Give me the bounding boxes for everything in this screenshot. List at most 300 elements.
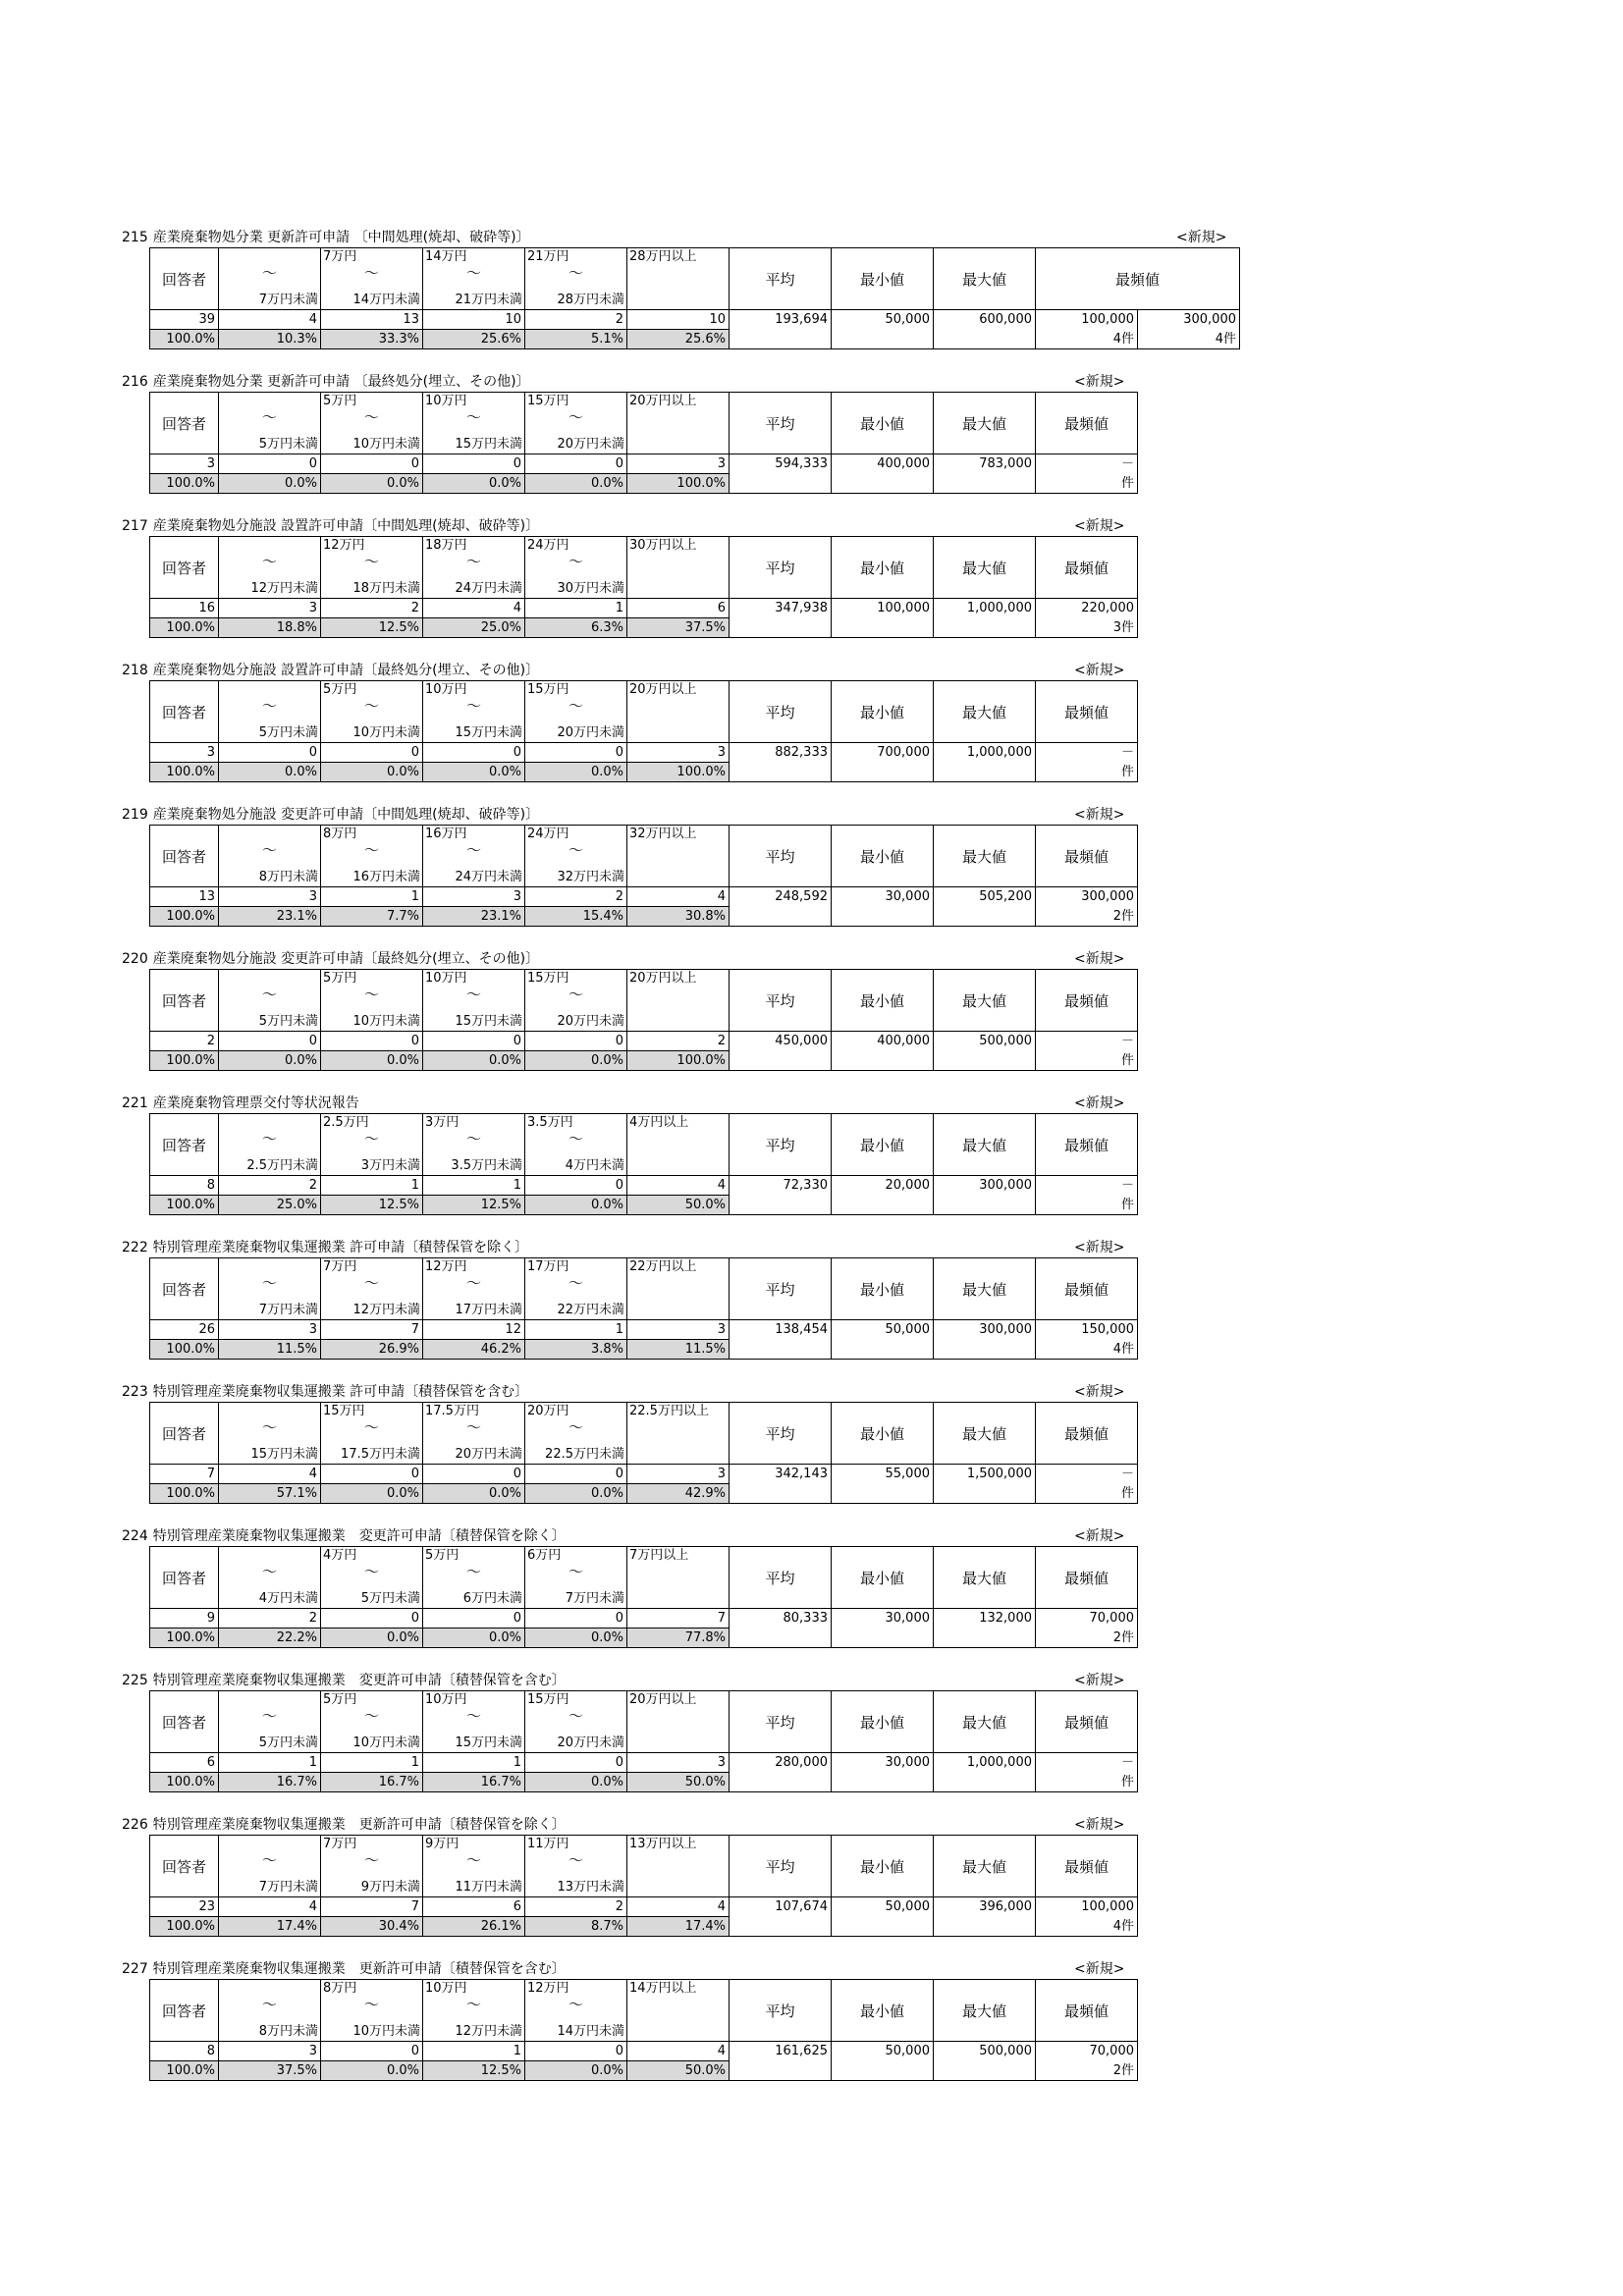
bin-header [321, 1691, 423, 1753]
bin-lower-label: 4万円以上 [629, 1115, 689, 1130]
range-tilde: ～ [261, 697, 277, 715]
bin-upper-label: 14万円未満 [557, 2024, 624, 2039]
total-percent: 100.0% [150, 1484, 219, 1504]
section-title [122, 1959, 1125, 1979]
section-221 [122, 1094, 1251, 1238]
bin-header [525, 970, 627, 1032]
bin-header [423, 1403, 525, 1465]
bin-percent: 18.8% [219, 618, 321, 638]
bin-upper-label: 10万円未満 [352, 725, 420, 740]
total-count: 6 [150, 1753, 219, 1773]
bin-count: 1 [321, 887, 423, 907]
section-title-text: 産業廃棄物処分業 更新許可申請 〔最終処分(埋立、その他)〕 [152, 374, 530, 390]
section-title [122, 516, 1125, 536]
bin-percent: 0.0% [321, 763, 423, 782]
bin-header [627, 1691, 730, 1753]
total-count: 8 [150, 2042, 219, 2061]
max-header: 最大値 [934, 1403, 1036, 1465]
bin-upper-label: 9万円未満 [360, 1880, 420, 1895]
bin-upper-label: 12万円未満 [250, 581, 318, 596]
bin-percent: 10.3% [219, 330, 321, 349]
bin-percent: 25.6% [627, 330, 730, 349]
bin-lower-label: 17万円 [527, 1259, 569, 1274]
bin-count: 0 [219, 454, 321, 474]
bin-lower-label: 10万円 [425, 394, 467, 408]
bin-lower-label: 14万円 [425, 249, 467, 264]
bin-upper-label: 7万円未満 [258, 293, 318, 307]
mode-count: 4件 [1138, 330, 1240, 349]
bin-header [219, 248, 321, 310]
range-tilde: ～ [261, 1274, 277, 1292]
bin-header [627, 1547, 730, 1609]
avg-value: 107,674 [730, 1897, 832, 1937]
bin-upper-label: 28万円未満 [557, 293, 624, 307]
bin-percent: 0.0% [321, 2061, 423, 2081]
respondents-header: 回答者 [150, 970, 219, 1032]
bin-header [321, 1980, 423, 2042]
mode-header: 最頻値 [1036, 970, 1138, 1032]
min-header: 最小値 [832, 1980, 934, 2042]
bin-count: 4 [627, 887, 730, 907]
mode-header: 最頻値 [1036, 1980, 1138, 2042]
bin-upper-label: 22万円未満 [557, 1303, 624, 1317]
stats-table [149, 247, 1240, 349]
bin-percent: 0.0% [321, 1629, 423, 1648]
min-header: 最小値 [832, 1258, 934, 1320]
bin-count: 6 [627, 599, 730, 618]
bin-upper-label: 15万円未満 [455, 1014, 522, 1029]
bin-header [627, 1114, 730, 1176]
bin-percent: 0.0% [525, 1773, 627, 1792]
bin-lower-label: 20万円以上 [629, 682, 697, 697]
bin-count: 0 [321, 1465, 423, 1484]
bin-header [219, 970, 321, 1032]
bin-count: 0 [219, 743, 321, 763]
bin-upper-label: 7万円未満 [258, 1880, 318, 1895]
bin-percent: 0.0% [525, 474, 627, 494]
bin-count: 1 [423, 1753, 525, 1773]
min-value: 50,000 [832, 1320, 934, 1360]
stats-table [149, 1113, 1138, 1215]
respondents-header: 回答者 [150, 1258, 219, 1320]
bin-header [525, 1403, 627, 1465]
bin-upper-label: 15万円未満 [455, 725, 522, 740]
bin-percent: 50.0% [627, 2061, 730, 2081]
total-count: 39 [150, 310, 219, 330]
bin-header [627, 537, 730, 599]
min-header: 最小値 [832, 1547, 934, 1609]
bin-count: 2 [219, 1609, 321, 1629]
range-tilde: ～ [363, 1996, 379, 2013]
max-value: 132,000 [934, 1609, 1036, 1648]
range-tilde: ～ [363, 1851, 379, 1869]
bin-header [423, 1258, 525, 1320]
respondents-header: 回答者 [150, 1691, 219, 1753]
section-226 [122, 1815, 1251, 1959]
total-percent: 100.0% [150, 1051, 219, 1071]
bin-lower-label: 21万円 [527, 249, 569, 264]
range-tilde: ～ [261, 1996, 277, 2013]
section-224 [122, 1526, 1251, 1671]
section-title [122, 949, 1125, 969]
bin-lower-label: 28万円以上 [629, 249, 697, 264]
section-number: 222 [122, 1240, 148, 1255]
bin-count: 4 [627, 1897, 730, 1917]
bin-percent: 3.8% [525, 1340, 627, 1360]
mode-count: 件 [1036, 1773, 1138, 1792]
bin-count: 4 [627, 2042, 730, 2061]
bin-lower-label: 24万円 [527, 538, 569, 553]
bin-header [219, 393, 321, 454]
max-header: 最大値 [934, 537, 1036, 599]
bin-lower-label: 5万円 [425, 1548, 460, 1563]
bin-header [219, 1980, 321, 2042]
bin-percent: 0.0% [525, 1196, 627, 1215]
respondents-header: 回答者 [150, 248, 219, 310]
range-tilde: ～ [261, 986, 277, 1003]
section-title [122, 1238, 1125, 1257]
max-value: 1,000,000 [934, 599, 1036, 638]
bin-percent: 12.5% [423, 1196, 525, 1215]
bin-count: 4 [219, 310, 321, 330]
bin-upper-label: 17.5万円未満 [341, 1447, 420, 1462]
bin-percent: 8.7% [525, 1917, 627, 1937]
bin-percent: 0.0% [525, 763, 627, 782]
bin-percent: 0.0% [219, 1051, 321, 1071]
bin-header [321, 1836, 423, 1897]
bin-count: 4 [627, 1176, 730, 1196]
range-tilde: ～ [465, 408, 481, 426]
max-value: 1,500,000 [934, 1465, 1036, 1504]
section-number: 224 [122, 1528, 148, 1544]
bin-percent: 12.5% [321, 1196, 423, 1215]
bin-header [525, 1258, 627, 1320]
new-tag: <新規> [1074, 1673, 1125, 1688]
bin-lower-label: 7万円 [323, 1259, 357, 1274]
range-tilde: ～ [568, 1851, 583, 1869]
mode-value: － [1036, 454, 1138, 474]
bin-lower-label: 5万円 [323, 1692, 357, 1707]
mode-count: 2件 [1036, 2061, 1138, 2081]
range-tilde: ～ [465, 264, 481, 282]
range-tilde: ～ [363, 697, 379, 715]
section-223 [122, 1382, 1251, 1526]
section-215 [122, 228, 1251, 372]
bin-percent: 15.4% [525, 907, 627, 927]
range-tilde: ～ [363, 1418, 379, 1436]
min-value: 30,000 [832, 1753, 934, 1792]
bin-header [321, 1403, 423, 1465]
total-percent: 100.0% [150, 1773, 219, 1792]
bin-header [321, 1258, 423, 1320]
bin-percent: 25.0% [423, 618, 525, 638]
range-tilde: ～ [568, 1996, 583, 2013]
bin-count: 0 [321, 454, 423, 474]
bin-upper-label: 2.5万円未満 [246, 1158, 318, 1173]
bin-percent: 33.3% [321, 330, 423, 349]
stats-table [149, 392, 1138, 494]
stats-table [149, 969, 1138, 1071]
max-value: 505,200 [934, 887, 1036, 927]
section-number: 226 [122, 1817, 148, 1833]
bin-count: 0 [321, 2042, 423, 2061]
bin-header [423, 248, 525, 310]
bin-upper-label: 20万円未満 [557, 1014, 624, 1029]
bin-count: 0 [321, 743, 423, 763]
bin-lower-label: 10万円 [425, 682, 467, 697]
avg-value: 280,000 [730, 1753, 832, 1792]
bin-count: 0 [525, 1176, 627, 1196]
bin-percent: 0.0% [423, 763, 525, 782]
section-number: 225 [122, 1673, 148, 1688]
section-title-text: 産業廃棄物処分施設 設置許可申請〔最終処分(埋立、その他)〕 [152, 663, 540, 678]
bin-count: 1 [321, 1753, 423, 1773]
bin-count: 0 [321, 1032, 423, 1051]
bin-lower-label: 5万円 [323, 971, 357, 986]
range-tilde: ～ [568, 697, 583, 715]
bin-lower-label: 6万円 [527, 1548, 562, 1563]
bin-percent: 0.0% [321, 474, 423, 494]
range-tilde: ～ [465, 1851, 481, 1869]
bin-header [423, 681, 525, 743]
bin-header [219, 1114, 321, 1176]
bin-percent: 16.7% [219, 1773, 321, 1792]
bin-percent: 0.0% [423, 1484, 525, 1504]
section-title-text: 産業廃棄物処分施設 変更許可申請〔中間処理(焼却、破砕等)〕 [152, 807, 540, 823]
bin-count: 13 [321, 310, 423, 330]
total-count: 3 [150, 743, 219, 763]
section-217 [122, 516, 1251, 661]
respondents-header: 回答者 [150, 1114, 219, 1176]
section-title [122, 228, 1227, 247]
bin-percent: 100.0% [627, 763, 730, 782]
new-tag: <新規> [1074, 1961, 1125, 1977]
bin-upper-label: 32万円未満 [557, 870, 624, 884]
stats-table [149, 680, 1138, 782]
section-title [122, 1671, 1125, 1690]
section-title [122, 1815, 1125, 1835]
range-tilde: ～ [465, 1130, 481, 1148]
section-title-text: 産業廃棄物処分業 更新許可申請 〔中間処理(焼却、破砕等)〕 [152, 230, 530, 245]
range-tilde: ～ [568, 1130, 583, 1148]
bin-header [627, 248, 730, 310]
bin-lower-label: 20万円以上 [629, 1692, 697, 1707]
bin-percent: 17.4% [219, 1917, 321, 1937]
bin-header [525, 826, 627, 887]
bin-percent: 0.0% [525, 1629, 627, 1648]
bin-percent: 0.0% [525, 1484, 627, 1504]
mode-count: 件 [1036, 1196, 1138, 1215]
bin-count: 4 [219, 1897, 321, 1917]
bin-lower-label: 20万円 [527, 1404, 569, 1418]
bin-header [423, 537, 525, 599]
bin-header [321, 393, 423, 454]
new-tag: <新規> [1074, 518, 1125, 534]
respondents-header: 回答者 [150, 1836, 219, 1897]
bin-lower-label: 12万円 [527, 1981, 569, 1996]
avg-value: 80,333 [730, 1609, 832, 1648]
section-title [122, 1094, 1125, 1113]
section-225 [122, 1671, 1251, 1815]
section-title-text: 特別管理産業廃棄物収集運搬業 許可申請〔積替保管を除く〕 [152, 1240, 529, 1255]
avg-header: 平均 [730, 1258, 832, 1320]
section-number: 215 [122, 230, 148, 245]
range-tilde: ～ [465, 1563, 481, 1580]
range-tilde: ～ [261, 1707, 277, 1725]
bin-lower-label: 15万円 [527, 971, 569, 986]
min-header: 最小値 [832, 1114, 934, 1176]
bin-lower-label: 7万円 [323, 249, 357, 264]
bin-upper-label: 21万円未満 [455, 293, 522, 307]
bin-percent: 37.5% [627, 618, 730, 638]
stats-table [149, 1690, 1138, 1792]
min-header: 最小値 [832, 681, 934, 743]
bin-percent: 57.1% [219, 1484, 321, 1504]
range-tilde: ～ [261, 1563, 277, 1580]
new-tag: <新規> [1074, 807, 1125, 823]
bin-upper-label: 5万円未満 [258, 725, 318, 740]
bin-upper-label: 3万円未満 [360, 1158, 420, 1173]
avg-value: 248,592 [730, 887, 832, 927]
mode-count: 4件 [1036, 330, 1138, 349]
bin-percent: 0.0% [423, 1051, 525, 1071]
bin-count: 1 [321, 1176, 423, 1196]
mode-value: 100,000 [1036, 310, 1138, 330]
bin-header [219, 1691, 321, 1753]
bin-count: 3 [219, 887, 321, 907]
bin-header [423, 1547, 525, 1609]
avg-header: 平均 [730, 1691, 832, 1753]
bin-count: 0 [423, 1465, 525, 1484]
section-title-text: 産業廃棄物処分施設 設置許可申請〔中間処理(焼却、破砕等)〕 [152, 518, 540, 534]
bin-upper-label: 10万円未満 [352, 1014, 420, 1029]
bin-percent: 0.0% [321, 1051, 423, 1071]
bin-percent: 26.9% [321, 1340, 423, 1360]
range-tilde: ～ [568, 408, 583, 426]
bin-header [219, 826, 321, 887]
avg-header: 平均 [730, 1114, 832, 1176]
bin-count: 1 [525, 1320, 627, 1340]
min-header: 最小値 [832, 1836, 934, 1897]
bin-percent: 17.4% [627, 1917, 730, 1937]
range-tilde: ～ [465, 553, 481, 570]
bin-header [525, 1547, 627, 1609]
bin-upper-label: 5万円未満 [258, 437, 318, 452]
avg-value: 882,333 [730, 743, 832, 782]
bin-upper-label: 22.5万円未満 [545, 1447, 624, 1462]
bin-upper-label: 18万円未満 [352, 581, 420, 596]
bin-count: 0 [423, 1032, 525, 1051]
bin-count: 0 [423, 1609, 525, 1629]
min-value: 400,000 [832, 1032, 934, 1071]
min-value: 50,000 [832, 1897, 934, 1937]
bin-lower-label: 24万円 [527, 827, 569, 841]
bin-count: 1 [423, 1176, 525, 1196]
bin-lower-label: 16万円 [425, 827, 467, 841]
max-header: 最大値 [934, 1691, 1036, 1753]
avg-value: 594,333 [730, 454, 832, 494]
bin-upper-label: 17万円未満 [455, 1303, 522, 1317]
bin-count: 3 [627, 1320, 730, 1340]
stats-table [149, 825, 1138, 927]
mode-header: 最頻値 [1036, 537, 1138, 599]
section-number: 221 [122, 1095, 148, 1111]
bin-count: 4 [219, 1465, 321, 1484]
bin-header [423, 393, 525, 454]
bin-upper-label: 7万円未満 [258, 1303, 318, 1317]
bin-header [525, 1114, 627, 1176]
bin-count: 0 [525, 1032, 627, 1051]
bin-upper-label: 5万円未満 [258, 1014, 318, 1029]
total-percent: 100.0% [150, 1196, 219, 1215]
bin-percent: 50.0% [627, 1773, 730, 1792]
stats-table [149, 1835, 1138, 1937]
bin-count: 2 [627, 1032, 730, 1051]
bin-count: 0 [525, 1609, 627, 1629]
bin-percent: 0.0% [423, 1629, 525, 1648]
max-header: 最大値 [934, 1114, 1036, 1176]
bin-percent: 25.6% [423, 330, 525, 349]
range-tilde: ～ [568, 986, 583, 1003]
bin-count: 0 [525, 454, 627, 474]
bin-count: 10 [627, 310, 730, 330]
section-title-text: 産業廃棄物処分施設 変更許可申請〔最終処分(埋立、その他)〕 [152, 951, 540, 967]
avg-header: 平均 [730, 1980, 832, 2042]
total-percent: 100.0% [150, 907, 219, 927]
bin-lower-label: 14万円以上 [629, 1981, 697, 1996]
respondents-header: 回答者 [150, 537, 219, 599]
bin-upper-label: 10万円未満 [352, 437, 420, 452]
total-count: 8 [150, 1176, 219, 1196]
range-tilde: ～ [465, 1418, 481, 1436]
bin-count: 12 [423, 1320, 525, 1340]
bin-lower-label: 5万円 [323, 682, 357, 697]
avg-header: 平均 [730, 970, 832, 1032]
section-title [122, 805, 1125, 825]
mode-value: 70,000 [1036, 1609, 1138, 1629]
range-tilde: ～ [363, 264, 379, 282]
min-header: 最小値 [832, 393, 934, 454]
range-tilde: ～ [465, 697, 481, 715]
bin-header [525, 248, 627, 310]
bin-upper-label: 4万円未満 [258, 1591, 318, 1606]
bin-header [423, 1691, 525, 1753]
min-value: 30,000 [832, 1609, 934, 1648]
total-count: 9 [150, 1609, 219, 1629]
section-title-text: 特別管理産業廃棄物収集運搬業 許可申請〔積替保管を含む〕 [152, 1384, 529, 1400]
bin-header [525, 1691, 627, 1753]
bin-header [219, 537, 321, 599]
min-value: 30,000 [832, 887, 934, 927]
stats-table [149, 1979, 1138, 2081]
bin-upper-label: 8万円未満 [258, 2024, 318, 2039]
section-number: 219 [122, 807, 148, 823]
max-header: 最大値 [934, 248, 1036, 310]
respondents-header: 回答者 [150, 681, 219, 743]
max-header: 最大値 [934, 1547, 1036, 1609]
section-220 [122, 949, 1251, 1094]
bin-header [321, 537, 423, 599]
mode-count: 2件 [1036, 907, 1138, 927]
bin-percent: 30.8% [627, 907, 730, 927]
bin-count: 6 [423, 1897, 525, 1917]
bin-count: 1 [525, 599, 627, 618]
min-value: 55,000 [832, 1465, 934, 1504]
avg-value: 450,000 [730, 1032, 832, 1071]
bin-count: 7 [321, 1320, 423, 1340]
bin-lower-label: 7万円以上 [629, 1548, 689, 1563]
new-tag: <新規> [1074, 663, 1125, 678]
